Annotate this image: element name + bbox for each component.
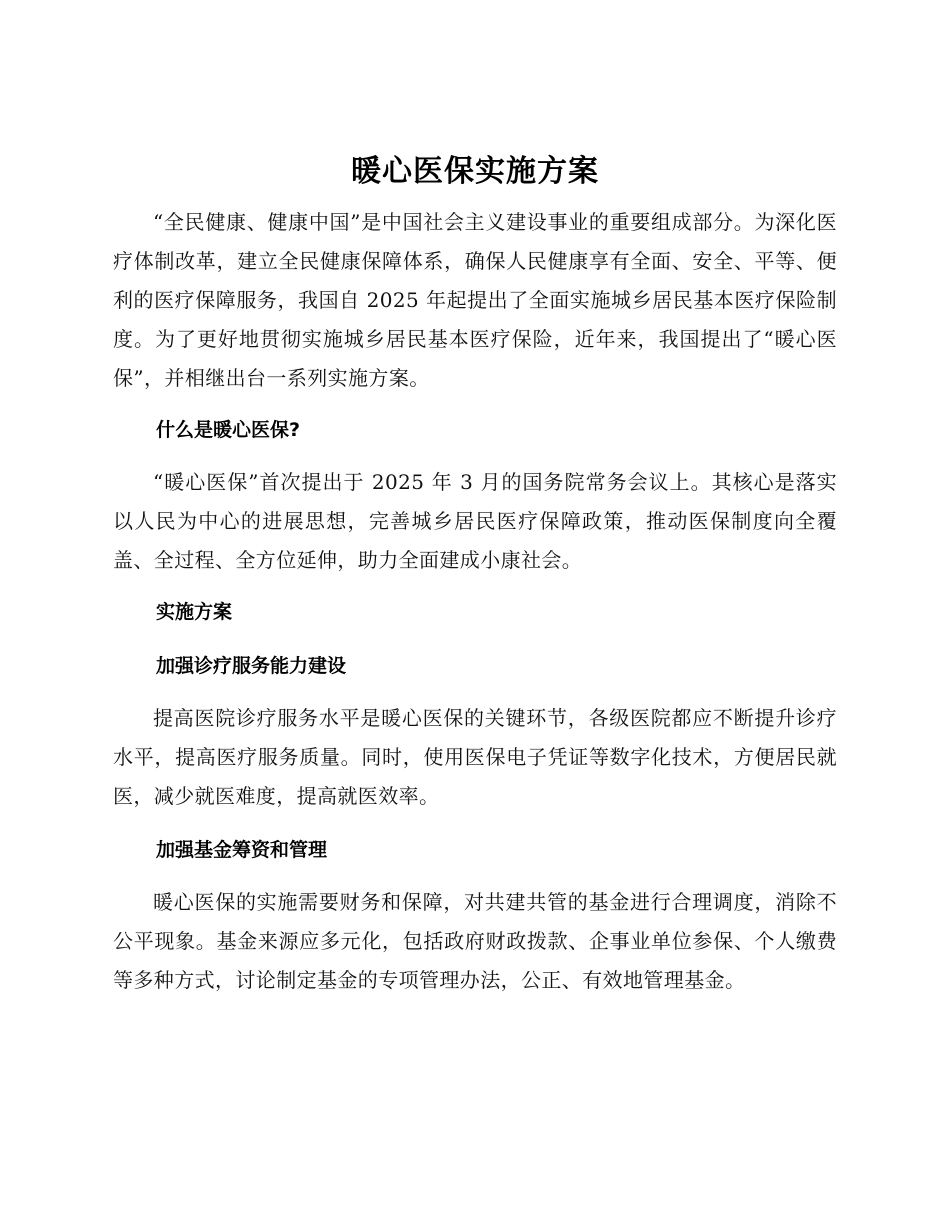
section-paragraph-diagnosis-service: 提高医院诊疗服务水平是暖心医保的关键环节，各级医院都应不断提升诊疗水平，提高医疗服务质量。同时，使用医保电子凭证等数字化技术，方便居民就医，减少就医难度，提高就医效率。	[113, 706, 837, 808]
section-heading-fund-management: 加强基金筹资和管理	[156, 839, 328, 861]
document-title: 暖心医保实施方案	[351, 154, 599, 189]
section-heading-implementation: 实施方案	[156, 601, 233, 623]
section-paragraph-what-is: “暖心医保”首次提出于 2025 年 3 月的国务院常务会议上。其核心是落实以人民为中心的进展思想，完善城乡居民医疗保障政策，推动医保制度向全覆盖、全过程、全方位延伸，助力全面建成小康社会。	[113, 470, 837, 572]
document-page	[113, 150, 837, 1000]
intro-paragraph: “全民健康、健康中国”是中国社会主义建设事业的重要组成部分。为深化医疗体制改革，建立全民健康保障体系，确保人民健康享有全面、安全、平等、便利的医疗保障服务，我国自 2025 年起提出了全面实施城乡居民基本医疗保险制度。为了更好地贯彻实施城乡居民基本医疗保险，近年来，我国提出了“暖心医保”，并相继出台一系列实施方案。	[113, 210, 837, 390]
section-heading-what-is: 什么是暖心医保?	[156, 419, 301, 441]
section-heading-diagnosis-service: 加强诊疗服务能力建设	[156, 655, 347, 677]
section-paragraph-fund-management: 暖心医保的实施需要财务和保障，对共建共管的基金进行合理调度，消除不公平现象。基金来源应多元化，包括政府财政拨款、企事业单位参保、个人缴费等多种方式，讨论制定基金的专项管理办法，公正、有效地管理基金。	[113, 890, 837, 992]
